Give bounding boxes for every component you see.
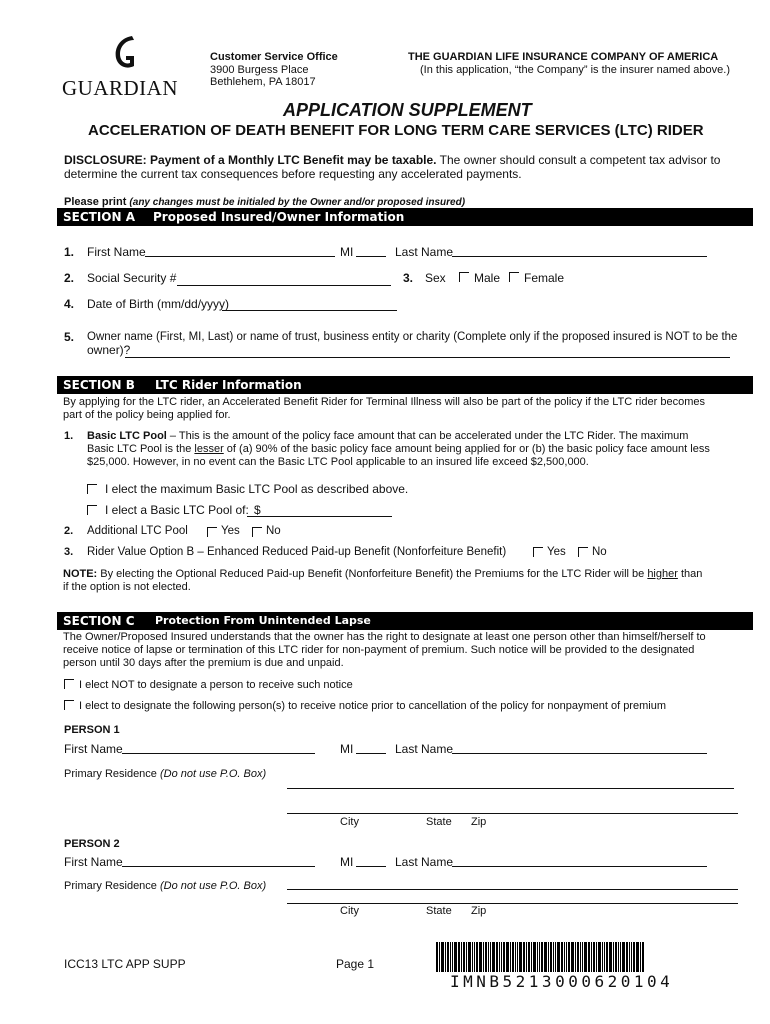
sex-label: Sex — [425, 271, 446, 285]
basic-ltc-pool-line3: $25,000. However, in no event can the Basic LTC Pool applicable to an insured life exceed $2,500,000. — [87, 456, 589, 468]
p2-last-name-field[interactable] — [452, 866, 707, 867]
pool-amount-field[interactable] — [247, 516, 392, 517]
office-address-1: 3900 Burgess Place — [210, 64, 309, 76]
section-b-title: LTC Rider Information — [155, 378, 302, 392]
owner-name-field[interactable] — [125, 357, 730, 358]
additional-yes-checkbox[interactable] — [207, 527, 217, 537]
section-a-header — [57, 208, 753, 226]
text: Primary Residence — [64, 880, 160, 892]
p2-state-label: State — [426, 905, 452, 917]
barcode — [436, 942, 692, 972]
p2-first-name-label: First Name — [64, 855, 123, 869]
form-id: ICC13 LTC APP SUPP — [64, 957, 186, 971]
section-c-intro-2: receive notice of lapse or termination of this LTC rider for non-payment of premium. Such notice will be provided to the designated — [63, 644, 695, 656]
please-print-label: Please print — [64, 196, 127, 208]
owner-name-label-2: owner)? — [87, 343, 131, 357]
rider-no-label: No — [592, 546, 607, 558]
section-c-header — [57, 612, 753, 630]
q-number: 2. — [64, 271, 75, 285]
text: (Do not use P.O. Box) — [159, 768, 267, 780]
p1-city-label: City — [340, 816, 359, 828]
p1-city-state-zip-field[interactable] — [287, 813, 738, 814]
p2-last-name-label: Last Name — [395, 855, 454, 869]
guardian-g-icon — [106, 32, 146, 74]
female-label: Female — [524, 271, 565, 285]
additional-no-label: No — [266, 525, 281, 537]
note-text — [63, 568, 702, 581]
section-c-intro: The Owner/Proposed Insured understands that the owner has the right to designate at least one person other than himself/herself to — [63, 631, 706, 643]
disclosure-bold: DISCLOSURE: Payment of a Monthly LTC Benefit may be taxable. — [64, 153, 437, 167]
text: of (a) 90% of the basic policy face amount being applied for or (b) the basic policy face amount less — [223, 443, 710, 455]
mi-label: MI — [340, 245, 354, 259]
basic-ltc-pool-title: Basic LTC Pool — [87, 430, 167, 442]
first-name-field[interactable] — [145, 256, 335, 257]
basic-ltc-pool-text — [87, 430, 688, 443]
guardian-logo — [62, 32, 187, 102]
rider-no-checkbox[interactable] — [578, 547, 588, 557]
designate-checkbox[interactable] — [64, 700, 74, 710]
rider-yes-label: Yes — [547, 546, 566, 558]
disclosure — [64, 153, 720, 167]
last-name-field[interactable] — [452, 256, 707, 257]
max-pool-label: I elect the maximum Basic LTC Pool as described above. — [105, 482, 409, 496]
disclosure-text: The owner should consult a competent tax advisor to — [436, 153, 721, 167]
q-number: 3. — [64, 546, 74, 558]
p1-mi-label: MI — [340, 742, 354, 756]
owner-name-label: Owner name (First, MI, Last) or name of trust, business entity or charity (Complete only if the proposed insured is NOT to be the — [87, 331, 738, 343]
mi-field[interactable] — [356, 256, 386, 257]
p2-address-field[interactable] — [287, 889, 738, 890]
page-number: Page 1 — [336, 957, 375, 971]
office-address-2: Bethlehem, PA 18017 — [210, 76, 316, 88]
section-a-label: SECTION A — [63, 210, 136, 224]
person-1-heading: PERSON 1 — [64, 724, 120, 736]
section-b-intro-2: part of the policy being applied for. — [63, 409, 231, 421]
first-name-label: First Name — [87, 245, 146, 259]
section-b-header — [57, 376, 753, 394]
ssn-label: Social Security # — [87, 271, 177, 285]
p2-mi-label: MI — [340, 855, 354, 869]
dob-label: Date of Birth (mm/dd/yyyy) — [87, 297, 230, 311]
not-designate-label: I elect NOT to designate a person to receive such notice — [79, 679, 353, 691]
elect-pool-label: I elect a Basic LTC Pool of: — [105, 503, 249, 517]
section-a-title: Proposed Insured/Owner Information — [153, 210, 405, 224]
q-number: 1. — [64, 245, 75, 259]
p1-state-label: State — [426, 816, 452, 828]
p1-first-name-label: First Name — [64, 742, 123, 756]
text: than — [677, 568, 703, 580]
p2-first-name-field[interactable] — [122, 866, 315, 867]
page-subtitle: ACCELERATION OF DEATH BENEFIT FOR LONG TERM CARE SERVICES (LTC) RIDER — [88, 122, 704, 139]
person-2-heading: PERSON 2 — [64, 838, 120, 850]
p1-last-name-label: Last Name — [395, 742, 454, 756]
section-c-title: Protection From Unintended Lapse — [155, 614, 371, 627]
not-designate-checkbox[interactable] — [64, 679, 74, 689]
note-text-2: if the option is not elected. — [63, 581, 191, 593]
dollar-sign: $ — [254, 503, 261, 517]
p1-zip-label: Zip — [471, 816, 487, 828]
please-print-note: (any changes must be initialed by the Owner and/or proposed insured) — [129, 197, 466, 208]
q-number: 2. — [64, 525, 74, 537]
barcode-text: IMNB5213000620104 — [450, 972, 674, 991]
p2-zip-label: Zip — [471, 905, 487, 917]
last-name-label: Last Name — [395, 245, 454, 259]
p1-last-name-field[interactable] — [452, 753, 707, 754]
text: Basic LTC Pool is the — [87, 443, 195, 455]
basic-ltc-pool-desc: – This is the amount of the policy face amount that can be accelerated under the LTC Rider. The maximum — [166, 430, 689, 442]
section-c-intro-3: person until 30 days after the premium is due and unpaid. — [63, 657, 344, 669]
logo-wordmark: GUARDIAN — [62, 76, 178, 100]
company-note: (In this application, “the Company” is the insurer named above.) — [420, 64, 730, 76]
rider-yes-checkbox[interactable] — [533, 547, 543, 557]
page-title: APPLICATION SUPPLEMENT — [283, 100, 532, 120]
ssn-field[interactable] — [177, 285, 391, 286]
office-title: Customer Service Office — [210, 51, 338, 63]
dob-field[interactable] — [222, 310, 397, 311]
text: higher — [647, 568, 678, 580]
q-number: 5. — [64, 330, 75, 344]
disclosure-line-2: determine the current tax consequences before requesting any accelerated payments. — [64, 167, 522, 181]
basic-ltc-pool-line2 — [87, 443, 710, 456]
additional-yes-label: Yes — [221, 525, 240, 537]
max-pool-checkbox[interactable] — [87, 484, 97, 494]
male-label: Male — [474, 271, 501, 285]
female-checkbox[interactable] — [509, 272, 519, 282]
company-name: THE GUARDIAN LIFE INSURANCE COMPANY OF AMERICA — [408, 51, 719, 63]
additional-pool-label: Additional LTC Pool — [87, 525, 188, 537]
p2-city-label: City — [340, 905, 359, 917]
text: (Do not use P.O. Box) — [159, 880, 267, 892]
section-c-label: SECTION C — [63, 614, 135, 628]
q-number: 4. — [64, 297, 75, 311]
section-b-intro: By applying for the LTC rider, an Accelerated Benefit Rider for Terminal Illness will also be part of the policy if the LTC rider becomes — [63, 396, 705, 408]
rider-option-label: Rider Value Option B – Enhanced Reduced Paid-up Benefit (Nonforfeiture Benefit) — [87, 546, 507, 558]
elect-pool-checkbox[interactable] — [87, 505, 97, 515]
note-label: NOTE: — [63, 568, 98, 580]
p1-residence-label — [64, 768, 266, 781]
p2-mi-field[interactable] — [356, 866, 386, 867]
additional-no-checkbox[interactable] — [252, 527, 262, 537]
text: By electing the Optional Reduced Paid-up Benefit (Nonforfeiture Benefit) the Premiums for the LTC Rider will be — [97, 568, 648, 580]
p1-address-field[interactable] — [287, 788, 734, 789]
q-number: 3. — [403, 271, 414, 285]
section-b-label: SECTION B — [63, 378, 135, 392]
designate-label: I elect to designate the following person(s) to receive notice prior to cancellation of the policy for nonpayment of premium — [79, 700, 666, 712]
p1-mi-field[interactable] — [356, 753, 386, 754]
q-number: 1. — [64, 430, 74, 442]
text: lesser — [194, 443, 224, 455]
male-checkbox[interactable] — [459, 272, 469, 282]
p2-residence-label — [64, 880, 266, 893]
p2-city-state-zip-field[interactable] — [287, 903, 738, 904]
text: Primary Residence — [64, 768, 160, 780]
p1-first-name-field[interactable] — [122, 753, 315, 754]
